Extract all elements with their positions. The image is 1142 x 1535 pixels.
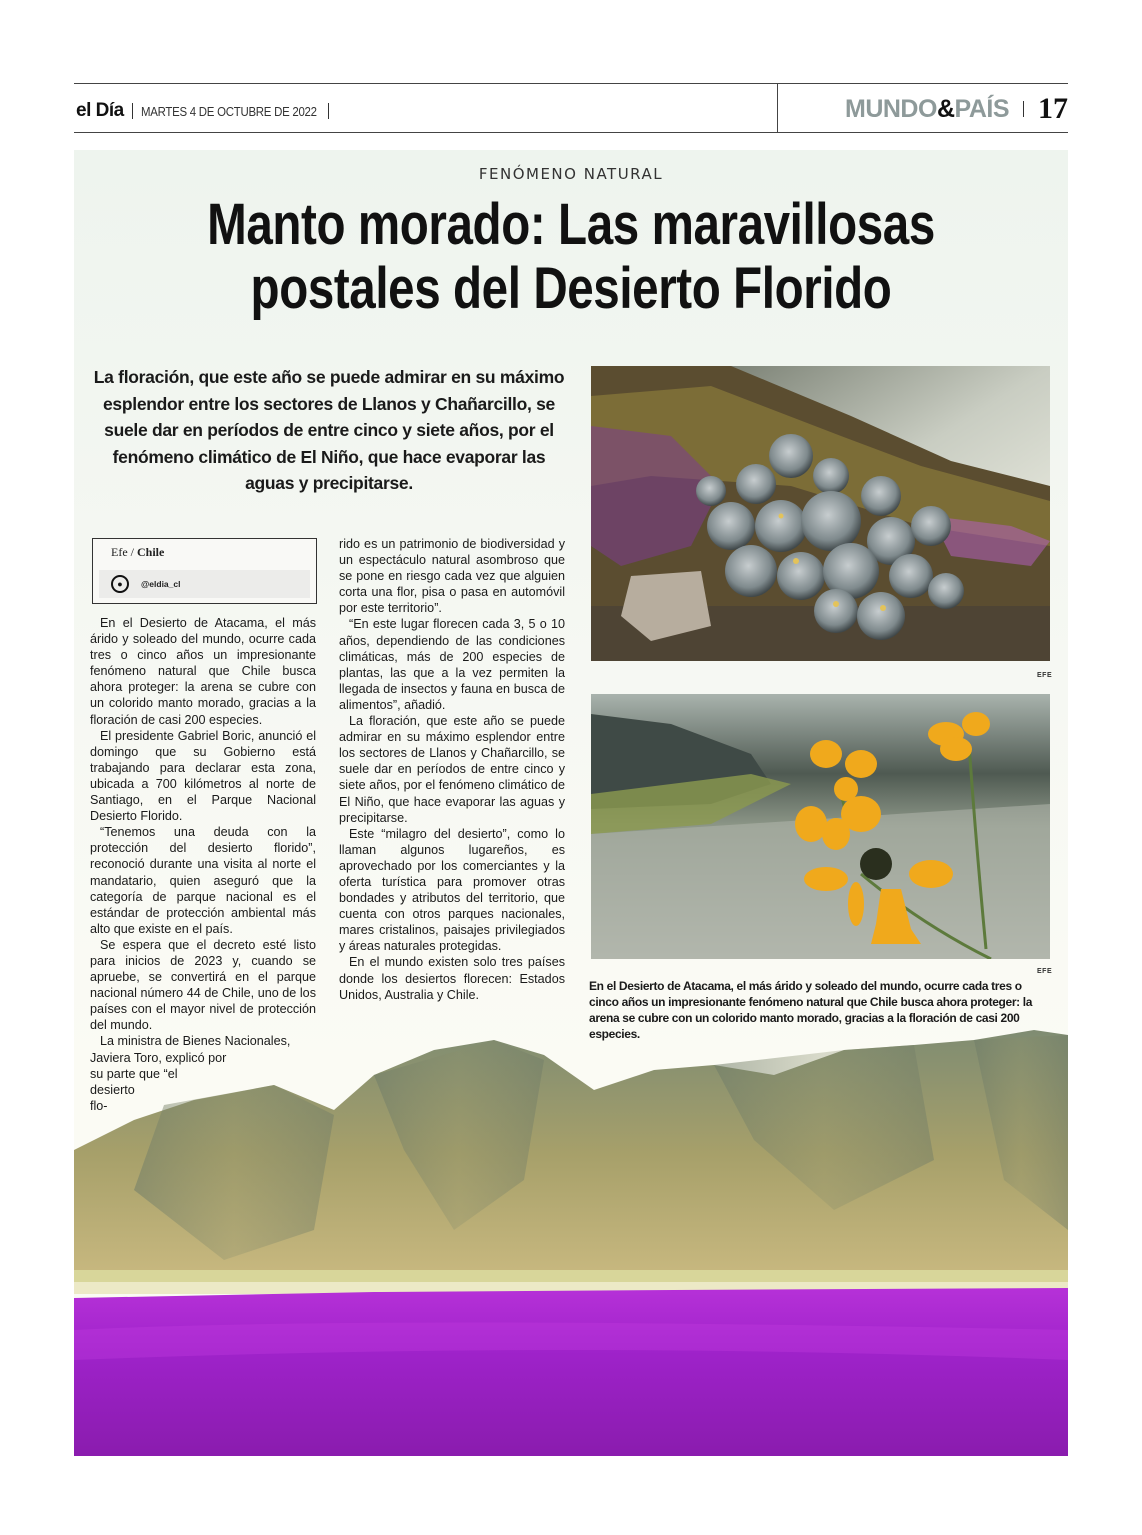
paragraph: La floración, que este año se puede admirar en su máximo esplendor entre los sectores de Llanos y Chañarcillo, se suele dar en períodos de entre cinco y siete años, por el fenómeno climático de El Niño, que hace evaporar las aguas y precipitarse. bbox=[339, 714, 565, 825]
header-rule-top bbox=[74, 83, 1068, 84]
issue-date: MARTES 4 DE OCTUBRE DE 2022 bbox=[140, 103, 317, 119]
photo-caption: En el Desierto de Atacama, el más árido y soleado del mundo, ocurre cada tres o cinco años un impresionante fenómeno natural que Chile busca ahora proteger: la arena se cubre con un colorido manto morado, gracias a la floración de casi 200 especies. bbox=[589, 979, 1033, 1041]
page-number: 17 bbox=[1038, 92, 1068, 125]
paragraph: “En este lugar florecen cada 3, 5 o 10 años, dependiendo de las condiciones climáticas, más de 200 especies de plantas, las que a la vez permiten la llegada de insectos y fauna en busca de alimentos”, añadió. bbox=[339, 617, 565, 712]
paragraph-wrap-line: Javiera Toro, explicó por bbox=[90, 1050, 227, 1065]
headline-line: postales del Desierto Florido bbox=[250, 256, 892, 321]
photo-credit: EFE bbox=[1037, 672, 1053, 679]
article-lead: La floración, que este año se puede admirar en su máximo esplendor entre los sectores de Llanos y Chañarcillo, se suele dar en períodos de entre cinco y siete años, por el fenómeno climático de El Niño, que hace evaporar las aguas y precipitarse. bbox=[93, 367, 565, 493]
twitter-bird-icon: ● bbox=[111, 575, 129, 593]
photo-cactus-hillside bbox=[591, 366, 1050, 661]
paragraph: Se espera que el decreto esté listo para inicios de 2023 y, cuando se apruebe, se convertirá en el parque nacional número 44 de Chile, uno de los países con el mayor nivel de protección del mundo. bbox=[90, 937, 316, 1033]
body-column-2 bbox=[339, 536, 565, 1003]
separator bbox=[1023, 101, 1024, 117]
paragraph: Este “milagro del desierto”, como lo llaman algunos lugareños, es aprovechado por los comerciantes y la oferta turística para promover otras bondades y atributos del territorio, que cuenta con otros parques nacionales, mares cristalinos, paisajes privilegiados y áreas naturales protegidas. bbox=[339, 826, 565, 954]
headline-line: Manto morado: Las maravillosas bbox=[207, 192, 935, 257]
photo-yellow-flowers bbox=[591, 694, 1050, 959]
twitter-handle[interactable]: @eldia_cl bbox=[141, 579, 181, 589]
section-ampersand: & bbox=[936, 94, 955, 123]
article-headline bbox=[163, 193, 978, 321]
header-rule-bottom bbox=[74, 132, 1068, 133]
paragraph: “Tenemos una deuda con la protección del desierto florido”, reconoció durante una visita al norte el mandatario, quien aseguró que la categoría de parque nacional es el estándar de protección ambiental más alto que existe en el país. bbox=[90, 825, 316, 936]
newspaper-logo: el Día bbox=[76, 100, 124, 121]
masthead bbox=[76, 100, 329, 122]
header-divider bbox=[777, 83, 778, 133]
photo-credit: EFE bbox=[1037, 968, 1053, 975]
byline-place: Chile bbox=[137, 545, 165, 559]
paragraph: La ministra de Bienes Nacionales, bbox=[100, 1034, 291, 1049]
separator bbox=[132, 103, 133, 119]
twitter-row bbox=[99, 570, 310, 598]
body-column-1 bbox=[90, 615, 316, 1114]
article-kicker: FENÓMENO NATURAL bbox=[478, 165, 664, 183]
section-name-part: PAÍS bbox=[954, 94, 1009, 123]
paragraph-wrap-line: desierto bbox=[90, 1082, 135, 1097]
byline-box bbox=[92, 538, 317, 604]
paragraph: En el mundo existen solo tres países donde los desiertos florecen: Estados Unidos, Australia y Chile. bbox=[339, 955, 565, 1002]
paragraph-wrap-line: flo- bbox=[90, 1098, 108, 1113]
byline-agency: Efe / bbox=[111, 545, 137, 559]
section-name-part: MUNDO bbox=[845, 94, 937, 123]
section-header bbox=[845, 92, 1068, 126]
separator bbox=[328, 103, 329, 119]
paragraph: En el Desierto de Atacama, el más árido y soleado del mundo, ocurre cada tres o cinco años un impresionante fenómeno natural que Chile busca ahora proteger: la arena se cubre con un colorido manto morado, gracias a la floración de casi 200 especies. bbox=[90, 616, 316, 727]
byline bbox=[93, 539, 316, 570]
paragraph: El presidente Gabriel Boric, anunció el domingo que su Gobierno está trabajando para declarar esta zona, ubicada a 700 kilómetros al norte de Santiago, en el Parque Nacional Desierto Florido. bbox=[90, 728, 316, 824]
paragraph: rido es un patrimonio de biodiversidad y un espectáculo natural asombroso que se pone en riesgo cada vez que alguien corta una flor, pisa o pasa en automóvil por este territorio”. bbox=[339, 537, 565, 616]
paragraph-wrap-line: su parte que “el bbox=[90, 1066, 178, 1081]
section-name bbox=[845, 95, 1009, 124]
